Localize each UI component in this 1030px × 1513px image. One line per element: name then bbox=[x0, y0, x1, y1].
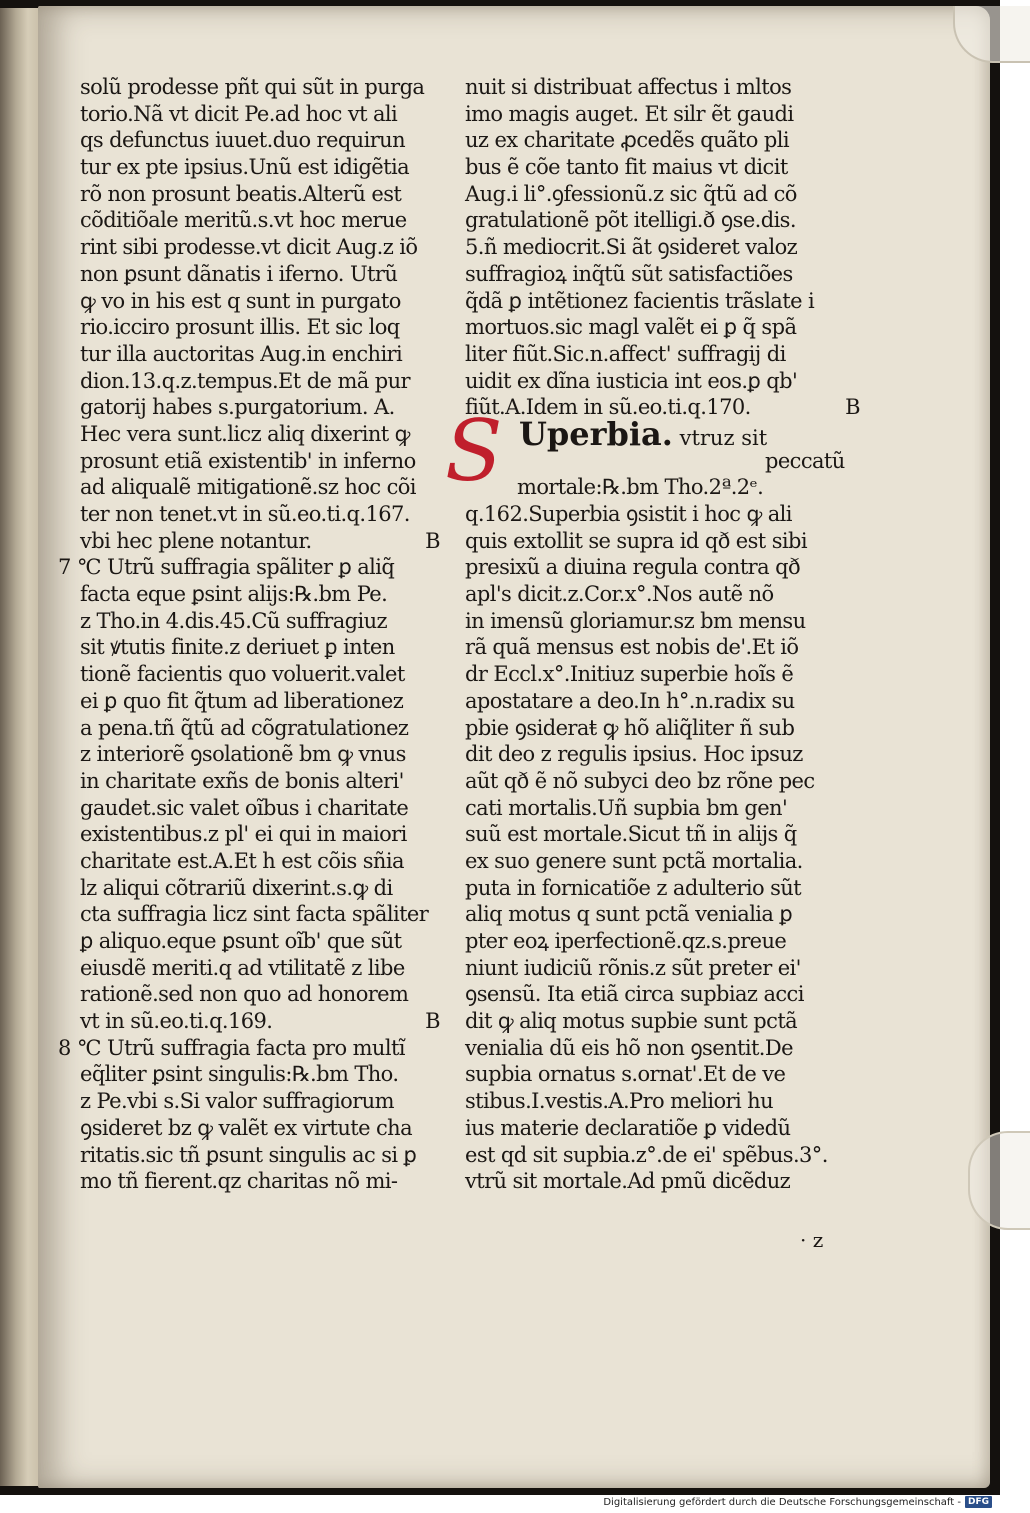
text-line: uidit ex dĩna iusticia int eos.ꝑ qb' bbox=[465, 368, 798, 393]
line-text: ritatis.sic tñ ꝑsunt singulis ac si ꝑ bbox=[80, 1142, 417, 1167]
text-line bbox=[465, 688, 860, 715]
line-text: mo tñ fierent.qz charitas nõ mi- bbox=[80, 1169, 398, 1194]
text-line bbox=[465, 1115, 860, 1142]
text-line bbox=[80, 501, 440, 528]
line-text: puta in fornicatiõe z adulterio sũt bbox=[465, 875, 802, 900]
text-line: nuit si distribuat affectus i mltos bbox=[465, 75, 792, 99]
text-line bbox=[465, 1061, 860, 1088]
text-line bbox=[80, 314, 440, 341]
text-line: q̃dã ꝑ intẽtionez facientis trãslate i bbox=[465, 288, 815, 313]
heading-rest: vtruz sit bbox=[679, 425, 768, 450]
text-line: imo magis auget. Et silr ẽt gaudi bbox=[465, 101, 794, 126]
line-text: niunt iudiciũ rõnis.z sũt preter ei' bbox=[465, 955, 801, 980]
text-line bbox=[465, 901, 860, 928]
text-line bbox=[80, 127, 440, 154]
text-line bbox=[80, 715, 440, 742]
text-line bbox=[80, 1142, 440, 1169]
text-line: 5.ñ mediocrit.Si ãt ꝯsideret valoz bbox=[465, 235, 798, 260]
line-text: pter eoꝝ iperfectionẽ.qz.s.preue bbox=[465, 929, 787, 953]
text-line: mortuos.sic magl valẽt ei ꝑ q̃ spã bbox=[465, 315, 797, 340]
line-text: pbie ꝯsideraŧ ꝙ hõ aliq̃liter ñ sub bbox=[465, 715, 795, 740]
text-line bbox=[465, 795, 860, 822]
text-line bbox=[465, 528, 860, 555]
text-line bbox=[465, 501, 860, 528]
line-text: rationẽ.sed non quo ad honorem bbox=[80, 982, 409, 1007]
line-text: z interiorẽ ꝯsolationẽ bm ꝙ vnus bbox=[80, 742, 406, 767]
text-line bbox=[465, 955, 860, 982]
text-line bbox=[80, 661, 440, 688]
line-text: charitate est.A.Et h est cõis sñia bbox=[80, 848, 404, 873]
text-line bbox=[80, 341, 440, 368]
text-line bbox=[465, 474, 860, 501]
line-text: rã quã mensus est nobis de'.Et iõ bbox=[465, 635, 799, 660]
text-line bbox=[80, 181, 440, 208]
rubricated-initial: S bbox=[445, 401, 503, 500]
line-text: sit ꝟtutis finite.z deriuet ꝑ inten bbox=[80, 635, 395, 660]
line-text: qs defunctus iuuet.duo requirun bbox=[80, 128, 405, 153]
text-line bbox=[80, 688, 440, 715]
text-line bbox=[465, 1142, 860, 1169]
text-line bbox=[80, 1115, 440, 1142]
line-text: Hec vera sunt.licz aliq dixerint ꝙ bbox=[80, 421, 410, 446]
line-text: vtrũ sit mortale.Ad pmũ dicẽduz bbox=[465, 1169, 791, 1194]
line-text: existentibus.z pl' ei qui in maiori bbox=[80, 822, 407, 847]
line-text: aliq motus q sunt pctã venialia ꝑ bbox=[465, 902, 793, 927]
dfg-logo: DFG bbox=[965, 1496, 992, 1508]
text-line bbox=[465, 981, 860, 1008]
line-text: dion.13.q.z.tempus.Et de mã pur bbox=[80, 368, 410, 393]
line-text: tur ex pte ipsius.Unũ est idigẽtia bbox=[80, 155, 410, 180]
line-text: dr Eccl.x°.Initiuz superbie hoĩs ẽ bbox=[465, 662, 794, 687]
line-text: prosunt etiã existentib' in inferno bbox=[80, 448, 416, 473]
credit-text: Digitalisierung gefördert durch die Deutsche Forschungsgemeinschaft - bbox=[603, 1496, 961, 1508]
line-text: tur illa auctoritas Aug.in enchiri bbox=[80, 341, 403, 366]
line-text: ℃ Utrũ suffragia facta pro multĩ bbox=[78, 1035, 405, 1060]
paragraph-end-mark: B bbox=[845, 395, 860, 420]
text-line bbox=[465, 1035, 860, 1062]
line-text: tionẽ facientis quo voluerit.valet bbox=[80, 662, 405, 687]
text-line bbox=[465, 581, 860, 608]
text-line bbox=[465, 554, 860, 581]
line-text: aũt qð ẽ nõ subyci deo bz rõne pec bbox=[465, 768, 815, 793]
text-line bbox=[80, 288, 440, 315]
text-line bbox=[58, 554, 440, 581]
text-line bbox=[80, 634, 440, 661]
line-text: in imensũ gloriamur.sz bm mensu bbox=[465, 608, 806, 633]
section-number: 7 bbox=[58, 555, 71, 580]
line-text: cati mortalis.Uñ supbia bm gen' bbox=[465, 795, 788, 820]
line-text: z Pe.vbi s.Si valor suffragiorum bbox=[80, 1089, 394, 1114]
text-line bbox=[465, 821, 860, 848]
text-line: liter fiũt.Sic.n.affect' suffragij di bbox=[465, 341, 786, 366]
line-text: non ꝑsunt dãnatis i iferno. Utrũ bbox=[80, 261, 398, 286]
line-text: venialia dũ eis hõ non ꝯsentit.De bbox=[465, 1035, 793, 1060]
text-line bbox=[80, 448, 440, 475]
text-line bbox=[80, 101, 440, 128]
line-text: in charitate exñs de bonis alteri' bbox=[80, 768, 404, 793]
line-text: est qd sit supbia.z°.de ei' spẽbus.3°. bbox=[465, 1142, 828, 1167]
line-text: gatorij habes s.purgatorium. A. bbox=[80, 395, 395, 420]
text-line bbox=[80, 901, 440, 928]
line-text: a pena.tñ q̃tũ ad cõgratulationez bbox=[80, 715, 409, 740]
text-line bbox=[58, 1035, 440, 1062]
text-line bbox=[80, 1088, 440, 1115]
line-text: ꝑ aliquo.eque ꝑsunt oĩb' que sũt bbox=[80, 929, 402, 953]
line-text: cõditiõale meritũ.s.vt hoc merue bbox=[80, 208, 407, 233]
text-line bbox=[465, 741, 860, 768]
text-line bbox=[465, 608, 860, 635]
text-line bbox=[465, 848, 860, 875]
line-text: ex suo genere sunt pctã mortalia. bbox=[465, 848, 803, 873]
text-line bbox=[80, 261, 440, 288]
text-line bbox=[465, 928, 860, 955]
paragraph-end-mark: B bbox=[425, 1009, 440, 1034]
line-text: rint sibi prodesse.vt dicit Aug.z iõ bbox=[80, 235, 418, 260]
text-line: suffragioꝝ inq̃tũ sũt satisfactiões bbox=[465, 261, 793, 286]
line-text: ter non tenet.vt in sũ.eo.ti.q.167. bbox=[80, 502, 410, 526]
line-text: vbi hec plene notantur. bbox=[80, 528, 312, 553]
line-text: fiũt.A.Idem in sũ.eo.ti.q.170. bbox=[465, 395, 751, 420]
line-text: lz aliqui cõtrariũ dixerint.s.ꝙ di bbox=[80, 875, 393, 900]
text-line bbox=[465, 875, 860, 902]
text-line bbox=[80, 154, 440, 181]
left-text-column bbox=[58, 74, 440, 1195]
text-line bbox=[80, 981, 440, 1008]
line-text: torio.Nã vt dicit Pe.ad hoc vt ali bbox=[80, 101, 398, 126]
line-text: gaudet.sic valet oĩbus i charitate bbox=[80, 795, 409, 820]
line-text: apostatare a deo.In h°.n.radix su bbox=[465, 688, 795, 713]
text-line bbox=[80, 234, 440, 261]
text-line bbox=[80, 928, 440, 955]
line-text: ius materie declaratiõe ꝑ videdũ bbox=[465, 1115, 791, 1140]
text-line bbox=[465, 1168, 860, 1195]
line-text: q.162.Superbia ꝯsistit i hoc ꝙ ali bbox=[465, 502, 792, 526]
text-line bbox=[80, 207, 440, 234]
line-text: apl's dicit.z.Cor.x°.Nos autẽ nõ bbox=[465, 582, 774, 607]
line-text: dit ꝙ aliq motus supbie sunt pctã bbox=[465, 1009, 798, 1034]
heading-word: Uperbia. bbox=[519, 414, 673, 453]
text-line bbox=[80, 1061, 440, 1088]
line-text: mortale:℞.bm Tho.2ª.2ᵉ. bbox=[517, 475, 764, 500]
text-line bbox=[80, 528, 440, 555]
line-text: rõ non prosunt beatis.Alterũ est bbox=[80, 181, 402, 206]
paragraph-end-mark: B bbox=[425, 528, 440, 553]
text-line bbox=[465, 715, 860, 742]
right-text-column bbox=[445, 74, 860, 1195]
text-line bbox=[465, 634, 860, 661]
text-line: uz ex charitate ꝓcedẽs quãto pli bbox=[465, 128, 789, 153]
text-line bbox=[80, 394, 440, 421]
line-text: solũ prodesse pñt qui sũt in purga bbox=[80, 75, 425, 99]
line-text: suũ est mortale.Sicut tñ in alijs q̃ bbox=[465, 822, 797, 847]
line-text: ꝯsideret bz ꝙ valẽt ex virtute cha bbox=[80, 1115, 413, 1140]
line-text: quis extollit se supra id qð est sibi bbox=[465, 528, 807, 553]
page-clip-mark bbox=[953, 6, 1030, 63]
line-text: rio.icciro prosunt illis. Et sic loq bbox=[80, 315, 400, 340]
text-line bbox=[80, 795, 440, 822]
line-text: stibus.I.vestis.A.Pro meliori hu bbox=[465, 1089, 774, 1114]
line-text: dit deo z regulis ipsius. Hoc ipsuz bbox=[465, 742, 803, 767]
text-line bbox=[80, 474, 440, 501]
text-line bbox=[80, 875, 440, 902]
text-line bbox=[80, 1168, 440, 1195]
page-tab-mark bbox=[968, 1131, 1030, 1230]
section-number: 8 bbox=[58, 1035, 71, 1060]
heading-line-2: peccatũ bbox=[765, 448, 845, 473]
line-text: presixũ a diuina regula contra qð bbox=[465, 555, 800, 580]
line-text: ꝯsensũ. Ita etiã circa supbiaz acci bbox=[465, 982, 804, 1007]
text-line: gratulationẽ põt itelligi.ð ꝯse.dis. bbox=[465, 208, 796, 233]
text-line bbox=[465, 1088, 860, 1115]
left-page-edge bbox=[0, 8, 40, 1486]
text-line bbox=[80, 581, 440, 608]
text-line bbox=[80, 74, 440, 101]
text-line bbox=[80, 768, 440, 795]
text-line: Aug.i li°.ꝯfessionũ.z sic q̃tũ ad cõ bbox=[465, 181, 797, 206]
line-text: supbia ornatus s.ornat'.Et de ve bbox=[465, 1062, 786, 1087]
line-text: ei ꝑ quo fit q̃tum ad liberationez bbox=[80, 688, 404, 713]
text-line bbox=[80, 1008, 440, 1035]
line-text: cta suffragia licz sint facta spãliter bbox=[80, 902, 429, 927]
text-line bbox=[80, 821, 440, 848]
text-line bbox=[80, 608, 440, 635]
line-text: eq̃liter ꝑsint singulis:℞.bm Tho. bbox=[80, 1062, 399, 1087]
line-text: z Tho.in 4.dis.45.Cũ suffragiuz bbox=[80, 608, 388, 633]
line-text: vt in sũ.eo.ti.q.169. bbox=[80, 1009, 273, 1034]
text-line bbox=[465, 768, 860, 795]
line-text: ℃ Utrũ suffragia spãliter ꝑ aliq̃ bbox=[78, 555, 395, 580]
text-line bbox=[465, 1008, 860, 1035]
line-text: facta eque ꝑsint alijs:℞.bm Pe. bbox=[80, 582, 388, 607]
text-line bbox=[80, 741, 440, 768]
text-line bbox=[80, 368, 440, 395]
line-text: eiusdẽ meriti.q ad vtilitatẽ z libe bbox=[80, 955, 405, 980]
text-line bbox=[80, 421, 440, 448]
text-line: bus ẽ cõe tanto fit maius vt dicit bbox=[465, 155, 788, 180]
digitization-credit bbox=[603, 1496, 992, 1508]
catchword: · z bbox=[800, 1228, 824, 1252]
line-text: ꝙ vo in his est q sunt in purgato bbox=[80, 288, 401, 313]
line-text: ad aliqualẽ mitigationẽ.sz hoc cõi bbox=[80, 475, 416, 500]
text-line bbox=[465, 661, 860, 688]
text-line bbox=[80, 848, 440, 875]
text-line bbox=[80, 955, 440, 982]
